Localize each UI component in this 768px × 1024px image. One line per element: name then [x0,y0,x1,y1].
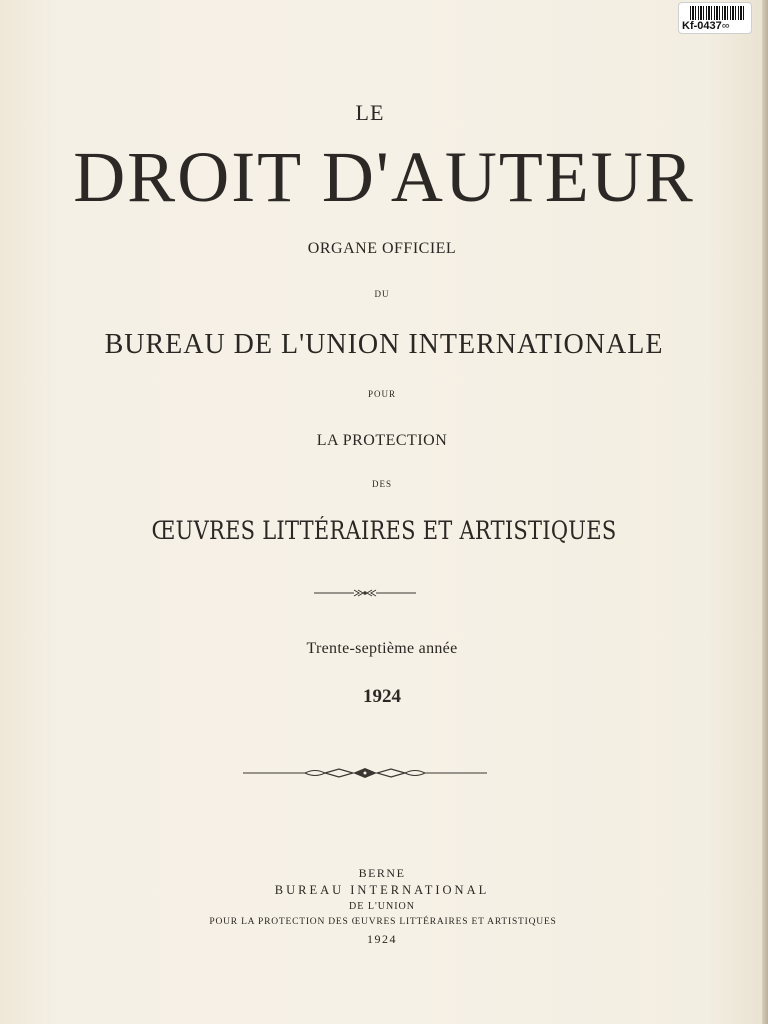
organ-line: ORGANE OFFICIEL [307,240,457,257]
page-title: DROIT D'AUTEUR [73,137,695,217]
protection-line: LA PROTECTION [316,432,448,449]
volume-line: Trente-septième année [306,640,458,657]
title-article: LE [355,100,385,125]
library-label [678,2,752,34]
library-logo-icon: ∞ [721,20,730,32]
connector-pour: POUR [367,389,396,399]
connector-du: DU [374,289,390,299]
imprint-purpose: POUR LA PROTECTION DES ŒUVRES LITTÉRAIRES ET ARTISTIQUES [209,917,557,927]
imprint-union: DE L'UNION [349,901,415,912]
connector-des: DES [371,479,392,489]
small-ornament-icon [314,586,416,600]
imprint-city: BERNE [358,866,406,880]
imprint-year: 1924 [367,932,397,946]
barcode-icon [690,6,746,20]
imprint-bureau: BUREAU INTERNATIONAL [274,883,490,897]
works-line: ŒUVRES LITTÉRAIRES ET ARTISTIQUES [151,516,617,545]
label-code: Kf-0437 [682,20,722,32]
volume-year: 1924 [363,686,401,707]
ornamental-rule-icon [243,765,487,781]
bureau-line: BUREAU DE L'UNION INTERNATIONALE [104,329,664,360]
